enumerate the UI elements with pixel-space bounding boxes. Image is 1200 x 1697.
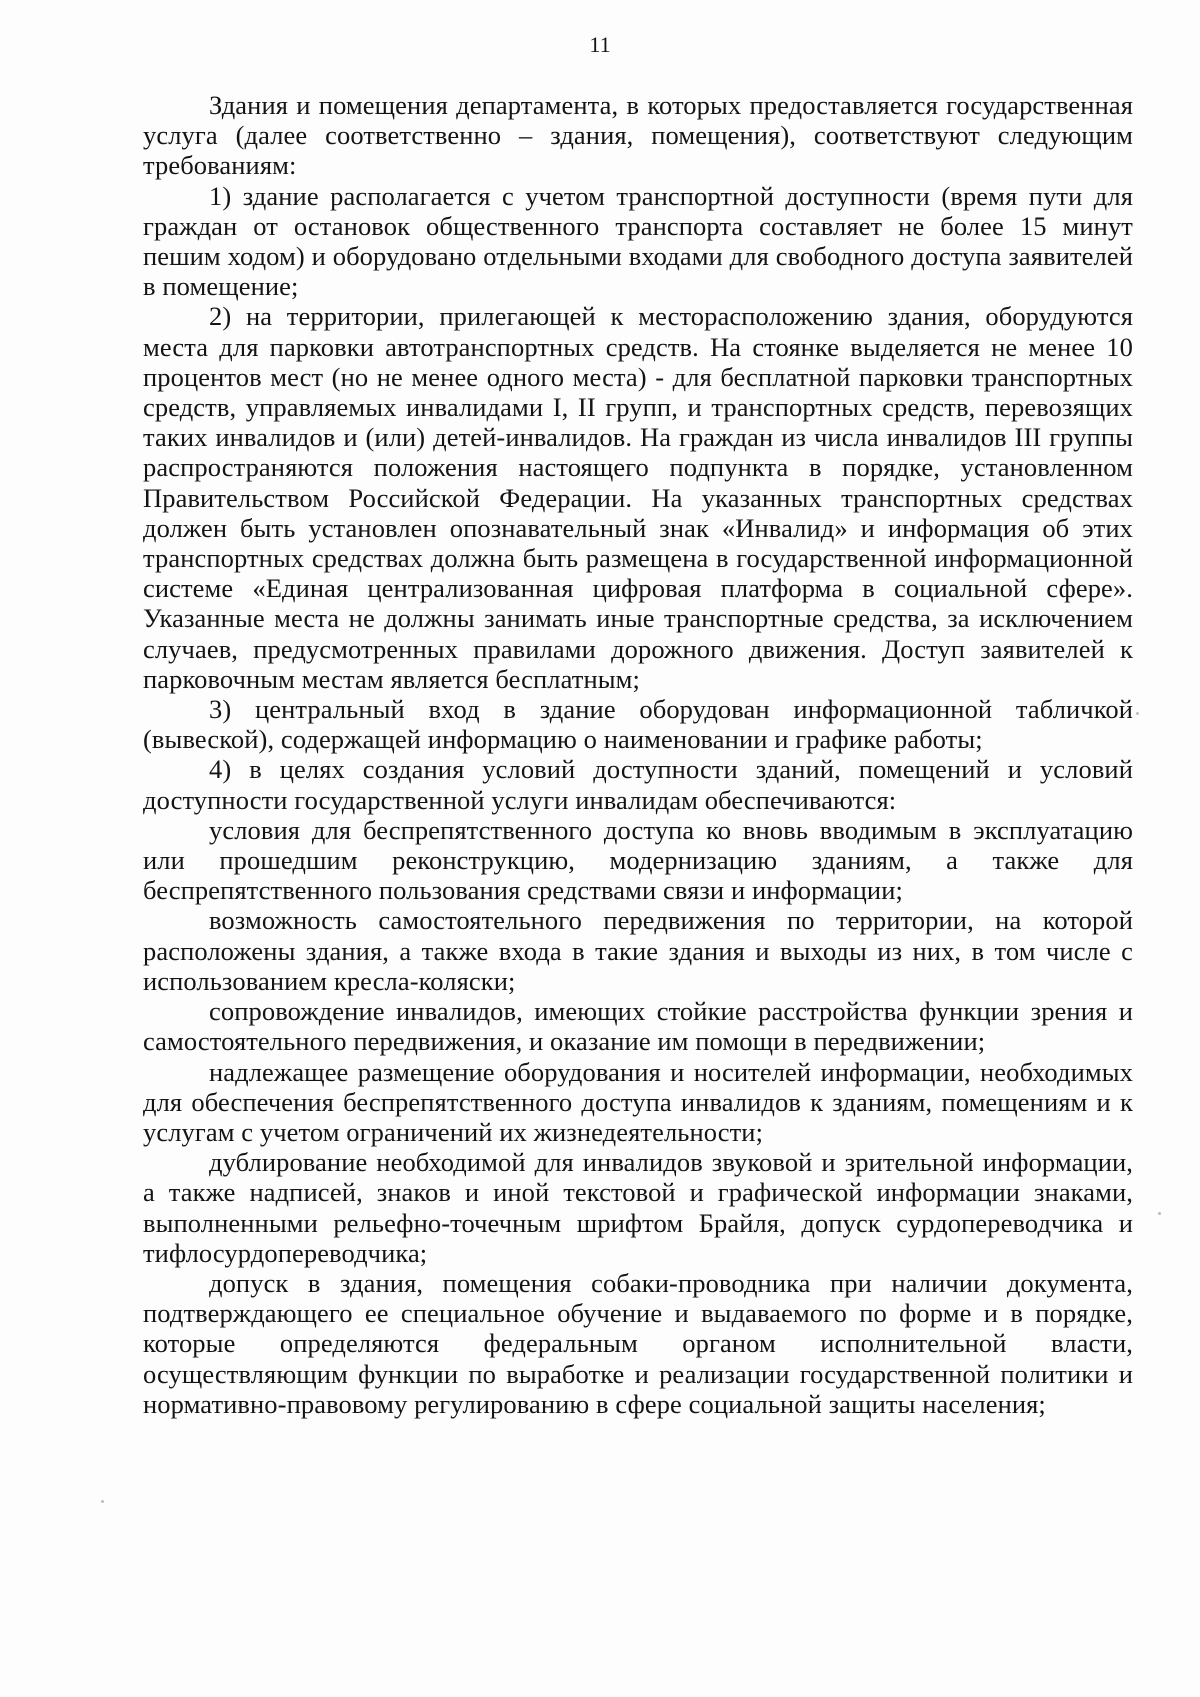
- paragraph-subitem-guide-dog: допуск в здания, помещения собаки-проводника при наличии документа, подтверждающего ее специальное обучение и выдаваемого по форме и в порядке, которые определяются федеральным органом исполнительной власти, осуществляющим функции по выработке и реализации государственной политики и нормативно-правовому регулированию в сфере социальной защиты населения;: [143, 1267, 1133, 1419]
- page-number: 11: [589, 32, 611, 57]
- paragraph-item-4: 4) в целях создания условий доступности зданий, помещений и условий доступности государственной услуги инвалидам обеспечиваются:: [143, 754, 1133, 815]
- paragraph-item-3: 3) центральный вход в здание оборудован информационной табличкой (вывеской), содержащей информацию о наименовании и графике работы;: [143, 694, 1133, 755]
- scan-speck: [1136, 712, 1139, 715]
- document-body: [143, 90, 1133, 1419]
- paragraph-intro: Здания и помещения департамента, в которых предоставляется государственная услуга (далее соответственно – здания, помещения), соответствуют следующим требованиям:: [143, 90, 1133, 181]
- paragraph-item-1: 1) здание располагается с учетом транспортной доступности (время пути для граждан от остановок общественного транспорта составляет не более 15 минут пешим ходом) и оборудовано отдельными входами для свободного доступа заявителей в помещение;: [143, 180, 1133, 302]
- paragraph-subitem-duplication: дублирование необходимой для инвалидов звуковой и зрительной информации, а также надписей, знаков и иной текстовой и графической информации знаками, выполненными рельефно-точечным шрифтом Брайля, допуск сурдопереводчика и тифлосурдопереводчика;: [143, 1147, 1133, 1268]
- scan-speck: [1158, 1212, 1161, 1215]
- paragraph-subitem-movement: возможность самостоятельного передвижения по территории, на которой расположены здания, а также входа в такие здания и выходы из них, в том числе с использованием кресла-коляски;: [143, 905, 1133, 996]
- paragraph-subitem-access-conditions: условия для беспрепятственного доступа ко вновь вводимым в эксплуатацию или прошедшим реконструкцию, модернизацию зданиям, а также для беспрепятственного пользования средствами связи и информации;: [143, 814, 1133, 906]
- scan-speck: [101, 1500, 104, 1503]
- paragraph-subitem-escort: сопровождение инвалидов, имеющих стойкие расстройства функции зрения и самостоятельного передвижения, и оказание им помощи в передвижении;: [143, 996, 1133, 1057]
- paragraph-item-2: 2) на территории, прилегающей к месторасположению здания, оборудуются места для парковки автотранспортных средств. На стоянке выделяется не менее 10 процентов мест (но не менее одного места) - для бесплатной парковки транспортных средств, управляемых инвалидами I, II групп, и транспортных средств, перевозящих таких инвалидов и (или) детей-инвалидов. На граждан из числа инвалидов III группы распространяются положения настоящего подпункта в порядке, установленном Правительством Российской Федерации. На указанных транспортных средствах должен быть установлен опознавательный знак «Инвалид» и информация об этих транспортных средствах должна быть размещена в государственной информационной системе «Единая централизованная цифровая платформа в социальной сфере». Указанные места не должны занимать иные транспортные средства, за исключением случаев, предусмотренных правилами дорожного движения. Доступ заявителей к парковочным местам является бесплатным;: [143, 301, 1133, 694]
- paragraph-subitem-equipment: надлежащее размещение оборудования и носителей информации, необходимых для обеспечения беспрепятственного доступа инвалидов к зданиям, помещениям и к услугам с учетом ограничений их жизнедеятельности;: [143, 1056, 1133, 1147]
